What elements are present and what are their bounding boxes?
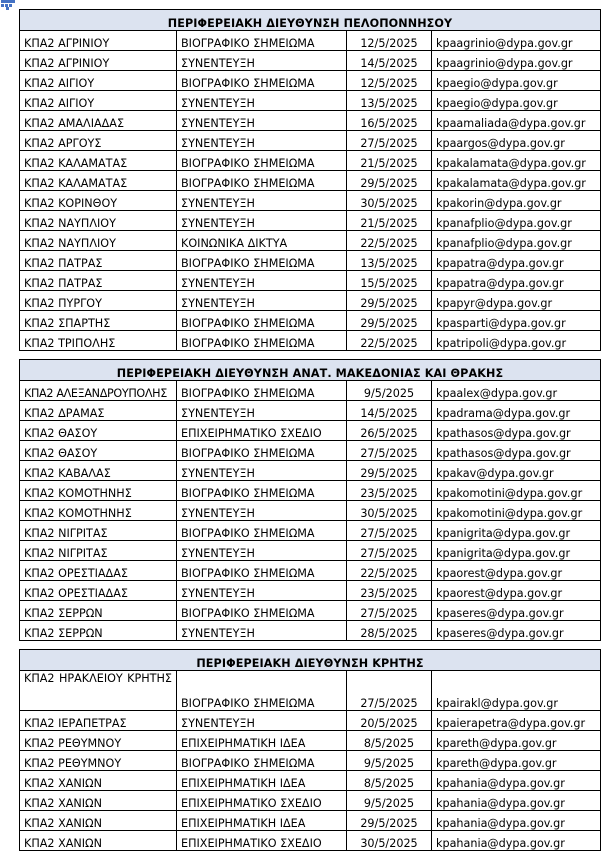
topic-cell: ΒΙΟΓΡΑΦΙΚΟ ΣΗΜΕΙΩΜΑ [177,71,347,91]
email-cell: kpairakl@dypa.gov.gr [432,671,601,711]
section-title: ΠΕΡΙΦΕΡΕΙΑΚΗ ΔΙΕΥΘΥΝΣΗ ΠΕΛΟΠΟΝΝΗΣΟΥ [20,10,601,31]
table-row [20,251,601,271]
email-cell: kpahania@dypa.gov.gr [432,811,601,831]
office-cell: ΚΠΑ2 ΚΟΡΙΝΘΟΥ [20,191,177,211]
section-spacer [20,641,601,650]
date-cell: 30/5/2025 [347,501,432,521]
email-cell: kpaierapetra@dypa.gov.gr [432,711,601,731]
email-cell: kpatripoli@dypa.gov.gr [432,331,601,351]
office-cell: ΚΠΑ2 ΣΠΑΡΤΗΣ [20,311,177,331]
date-cell: 29/5/2025 [347,461,432,481]
topic-cell: ΣΥΝΕΝΤΕΥΞΗ [177,401,347,421]
topic-cell: ΣΥΝΕΝΤΕΥΞΗ [177,91,347,111]
date-cell: 27/5/2025 [347,541,432,561]
table-row [20,521,601,541]
email-cell: kpaagrinio@dypa.gov.gr [432,51,601,71]
office-cell: ΚΠΑ2 ΠΥΡΓΟΥ [20,291,177,311]
section-header-row [20,650,601,671]
office-cell: ΚΠΑ2 ΣΕΡΡΩΝ [20,601,177,621]
date-cell: 15/5/2025 [347,271,432,291]
office-cell: ΚΠΑ2 ΙΕΡΑΠΕΤΡΑΣ [20,711,177,731]
email-cell: kpakalamata@dypa.gov.gr [432,151,601,171]
office-cell: ΚΠΑ2 ΚΑΛΑΜΑΤΑΣ [20,171,177,191]
office-cell: ΚΠΑ2 ΑΓΡΙΝΙΟΥ [20,31,177,51]
table-row [20,271,601,291]
table-row [20,501,601,521]
date-cell: 30/5/2025 [347,831,432,851]
email-cell: kpaamaliada@dypa.gov.gr [432,111,601,131]
email-cell: kpathasos@dypa.gov.gr [432,421,601,441]
office-cell: ΚΠΑ2 ΧΑΝΙΩΝ [20,791,177,811]
office-cell: ΚΠΑ2 ΗΡΑΚΛΕΙΟΥ ΚΡΗΤΗΣ [20,671,177,711]
email-cell: kpasparti@dypa.gov.gr [432,311,601,331]
topic-cell: ΣΥΝΕΝΤΕΥΞΗ [177,271,347,291]
table-row [20,131,601,151]
email-cell: kpaalex@dypa.gov.gr [432,381,601,401]
topic-cell: ΕΠΙΧΕΙΡΗΜΑΤΙΚΟ ΣΧΕΔΙΟ [177,421,347,441]
table-row [20,791,601,811]
email-cell: kpaorest@dypa.gov.gr [432,561,601,581]
topic-cell: ΒΙΟΓΡΑΦΙΚΟ ΣΗΜΕΙΩΜΑ [177,601,347,621]
date-cell: 27/5/2025 [347,601,432,621]
date-cell: 30/5/2025 [347,191,432,211]
office-cell: ΚΠΑ2 ΝΙΓΡΙΤΑΣ [20,521,177,541]
section-title: ΠΕΡΙΦΕΡΕΙΑΚΗ ΔΙΕΥΘΥΝΣΗ ΑΝΑΤ. ΜΑΚΕΔΟΝΙΑΣ ΚΑΙ ΘΡΑΚΗΣ [20,360,601,381]
topic-cell: ΒΙΟΓΡΑΦΙΚΟ ΣΗΜΕΙΩΜΑ [177,31,347,51]
table-row [20,91,601,111]
email-cell: kpapatra@dypa.gov.gr [432,251,601,271]
email-cell: kpaegio@dypa.gov.gr [432,91,601,111]
table-row [20,771,601,791]
date-cell: 8/5/2025 [347,771,432,791]
topic-cell: ΒΙΟΓΡΑΦΙΚΟ ΣΗΜΕΙΩΜΑ [177,561,347,581]
section-header-row [20,10,601,31]
office-cell: ΚΠΑ2 ΤΡΙΠΟΛΗΣ [20,331,177,351]
date-cell: 20/5/2025 [347,711,432,731]
office-cell: ΚΠΑ2 ΡΕΘΥΜΝΟΥ [20,751,177,771]
seminar-schedule-table [19,9,601,851]
date-cell: 16/5/2025 [347,111,432,131]
table-row [20,831,601,851]
topic-cell: ΣΥΝΕΝΤΕΥΞΗ [177,211,347,231]
email-cell: kpareth@dypa.gov.gr [432,751,601,771]
date-cell: 22/5/2025 [347,231,432,251]
office-cell: ΚΠΑ2 ΡΕΘΥΜΝΟΥ [20,731,177,751]
office-cell: ΚΠΑ2 ΧΑΝΙΩΝ [20,771,177,791]
office-cell: ΚΠΑ2 ΝΙΓΡΙΤΑΣ [20,541,177,561]
email-cell: kpanigrita@dypa.gov.gr [432,541,601,561]
email-cell: kpakav@dypa.gov.gr [432,461,601,481]
topic-cell: ΒΙΟΓΡΑΦΙΚΟ ΣΗΜΕΙΩΜΑ [177,481,347,501]
email-cell: kpathasos@dypa.gov.gr [432,441,601,461]
topic-cell: ΣΥΝΕΝΤΕΥΞΗ [177,191,347,211]
office-cell: ΚΠΑ2 ΘΑΣΟΥ [20,441,177,461]
table-row [20,151,601,171]
topic-cell: ΕΠΙΧΕΙΡΗΜΑΤΙΚΟ ΣΧΕΔΙΟ [177,791,347,811]
section-spacer-cell [20,641,601,650]
office-cell: ΚΠΑ2 ΘΑΣΟΥ [20,421,177,441]
table-row [20,601,601,621]
topic-cell: ΣΥΝΕΝΤΕΥΞΗ [177,711,347,731]
email-cell: kpaagrinio@dypa.gov.gr [432,31,601,51]
office-cell: ΚΠΑ2 ΣΕΡΡΩΝ [20,621,177,641]
date-cell: 13/5/2025 [347,91,432,111]
email-cell: kpakomotini@dypa.gov.gr [432,481,601,501]
topic-cell: ΣΥΝΕΝΤΕΥΞΗ [177,541,347,561]
table-row [20,751,601,771]
table-row [20,231,601,251]
date-cell: 27/5/2025 [347,671,432,711]
topic-cell: ΒΙΟΓΡΑΦΙΚΟ ΣΗΜΕΙΩΜΑ [177,671,347,711]
topic-cell: ΒΙΟΓΡΑΦΙΚΟ ΣΗΜΕΙΩΜΑ [177,171,347,191]
topic-cell: ΣΥΝΕΝΤΕΥΞΗ [177,501,347,521]
date-cell: 27/5/2025 [347,521,432,541]
topic-cell: ΒΙΟΓΡΑΦΙΚΟ ΣΗΜΕΙΩΜΑ [177,381,347,401]
table-row [20,331,601,351]
email-cell: kpaorest@dypa.gov.gr [432,581,601,601]
topic-cell: ΣΥΝΕΝΤΕΥΞΗ [177,51,347,71]
date-cell: 14/5/2025 [347,51,432,71]
section-header-row [20,360,601,381]
office-cell: ΚΠΑ2 ΠΑΤΡΑΣ [20,271,177,291]
table-row [20,31,601,51]
table-row [20,401,601,421]
date-cell: 21/5/2025 [347,211,432,231]
date-cell: 26/5/2025 [347,421,432,441]
topic-cell: ΒΙΟΓΡΑΦΙΚΟ ΣΗΜΕΙΩΜΑ [177,441,347,461]
table-row [20,711,601,731]
section-title: ΠΕΡΙΦΕΡΕΙΑΚΗ ΔΙΕΥΘΥΝΣΗ ΚΡΗΤΗΣ [20,650,601,671]
email-cell: kpakalamata@dypa.gov.gr [432,171,601,191]
office-cell: ΚΠΑ2 ΑΡΓΟΥΣ [20,131,177,151]
table-row [20,171,601,191]
date-cell: 13/5/2025 [347,251,432,271]
topic-cell: ΕΠΙΧΕΙΡΗΜΑΤΙΚΗ ΙΔΕΑ [177,811,347,831]
office-cell: ΚΠΑ2 ΟΡΕΣΤΙΑΔΑΣ [20,581,177,601]
office-cell: ΚΠΑ2 ΝΑΥΠΛΙΟΥ [20,231,177,251]
table-row [20,561,601,581]
date-cell: 22/5/2025 [347,561,432,581]
office-cell: ΚΠΑ2 ΑΜΑΛΙΑΔΑΣ [20,111,177,131]
email-cell: kpahania@dypa.gov.gr [432,791,601,811]
date-cell: 8/5/2025 [347,731,432,751]
email-cell: kpaseres@dypa.gov.gr [432,601,601,621]
topic-cell: ΕΠΙΧΕΙΡΗΜΑΤΙΚΟ ΣΧΕΔΙΟ [177,831,347,851]
office-cell: ΚΠΑ2 ΟΡΕΣΤΙΑΔΑΣ [20,561,177,581]
section-spacer [20,351,601,360]
date-cell: 9/5/2025 [347,751,432,771]
office-cell: ΚΠΑ2 ΚΑΒΑΛΑΣ [20,461,177,481]
topic-cell: ΒΙΟΓΡΑΦΙΚΟ ΣΗΜΕΙΩΜΑ [177,251,347,271]
table-row [20,671,601,711]
office-cell: ΚΠΑ2 ΧΑΝΙΩΝ [20,811,177,831]
office-cell: ΚΠΑ2 ΑΙΓΙΟΥ [20,71,177,91]
topic-cell: ΒΙΟΓΡΑΦΙΚΟ ΣΗΜΕΙΩΜΑ [177,151,347,171]
object-anchor-icon [1,0,15,10]
table-row [20,211,601,231]
email-cell: kpapyr@dypa.gov.gr [432,291,601,311]
table-row [20,291,601,311]
table-row [20,581,601,601]
office-cell: ΚΠΑ2 ΚΑΛΑΜΑΤΑΣ [20,151,177,171]
date-cell: 27/5/2025 [347,441,432,461]
topic-cell: ΣΥΝΕΝΤΕΥΞΗ [177,461,347,481]
topic-cell: ΒΙΟΓΡΑΦΙΚΟ ΣΗΜΕΙΩΜΑ [177,311,347,331]
date-cell: 29/5/2025 [347,311,432,331]
email-cell: kpapatra@dypa.gov.gr [432,271,601,291]
email-cell: kpahania@dypa.gov.gr [432,831,601,851]
email-cell: kpanigrita@dypa.gov.gr [432,521,601,541]
office-cell: ΚΠΑ2 ΚΟΜΟΤΗΝΗΣ [20,501,177,521]
date-cell: 28/5/2025 [347,621,432,641]
office-cell: ΚΠΑ2 ΝΑΥΠΛΙΟΥ [20,211,177,231]
table-row [20,381,601,401]
topic-cell: ΒΙΟΓΡΑΦΙΚΟ ΣΗΜΕΙΩΜΑ [177,331,347,351]
office-cell: ΚΠΑ2 ΑΙΓΙΟΥ [20,91,177,111]
office-cell: ΚΠΑ2 ΔΡΑΜΑΣ [20,401,177,421]
topic-cell: ΣΥΝΕΝΤΕΥΞΗ [177,111,347,131]
date-cell: 29/5/2025 [347,171,432,191]
table-row [20,621,601,641]
date-cell: 22/5/2025 [347,331,432,351]
table-row [20,421,601,441]
table-row [20,731,601,751]
section-spacer-cell [20,351,601,360]
email-cell: kpaargos@dypa.gov.gr [432,131,601,151]
date-cell: 9/5/2025 [347,381,432,401]
office-cell: ΚΠΑ2 ΑΛΕΞΑΝΔΡΟΥΠΟΛΗΣ [20,381,177,401]
topic-cell: ΚΟΙΝΩΝΙΚΑ ΔΙΚΤΥΑ [177,231,347,251]
date-cell: 21/5/2025 [347,151,432,171]
date-cell: 29/5/2025 [347,811,432,831]
email-cell: kpanafplio@dypa.gov.gr [432,231,601,251]
table-row [20,71,601,91]
email-cell: kpakorin@dypa.gov.gr [432,191,601,211]
office-cell: ΚΠΑ2 ΚΟΜΟΤΗΝΗΣ [20,481,177,501]
table-row [20,541,601,561]
topic-cell: ΕΠΙΧΕΙΡΗΜΑΤΙΚΗ ΙΔΕΑ [177,731,347,751]
table-row [20,191,601,211]
date-cell: 27/5/2025 [347,131,432,151]
table-row [20,461,601,481]
email-cell: kpakomotini@dypa.gov.gr [432,501,601,521]
topic-cell: ΒΙΟΓΡΑΦΙΚΟ ΣΗΜΕΙΩΜΑ [177,521,347,541]
email-cell: kpadrama@dypa.gov.gr [432,401,601,421]
topic-cell: ΣΥΝΕΝΤΕΥΞΗ [177,131,347,151]
topic-cell: ΕΠΙΧΕΙΡΗΜΑΤΙΚΗ ΙΔΕΑ [177,771,347,791]
office-cell: ΚΠΑ2 ΧΑΝΙΩΝ [20,831,177,851]
date-cell: 12/5/2025 [347,31,432,51]
date-cell: 23/5/2025 [347,481,432,501]
email-cell: kpareth@dypa.gov.gr [432,731,601,751]
office-cell: ΚΠΑ2 ΑΓΡΙΝΙΟΥ [20,51,177,71]
date-cell: 9/5/2025 [347,791,432,811]
table-row [20,481,601,501]
date-cell: 12/5/2025 [347,71,432,91]
email-cell: kpanafplio@dypa.gov.gr [432,211,601,231]
topic-cell: ΣΥΝΕΝΤΕΥΞΗ [177,581,347,601]
table-row [20,51,601,71]
date-cell: 14/5/2025 [347,401,432,421]
email-cell: kpahania@dypa.gov.gr [432,771,601,791]
date-cell: 23/5/2025 [347,581,432,601]
email-cell: kpaegio@dypa.gov.gr [432,71,601,91]
table-row [20,441,601,461]
office-cell: ΚΠΑ2 ΠΑΤΡΑΣ [20,251,177,271]
email-cell: kpaseres@dypa.gov.gr [432,621,601,641]
schedule-sheet [19,9,600,851]
topic-cell: ΣΥΝΕΝΤΕΥΞΗ [177,621,347,641]
topic-cell: ΒΙΟΓΡΑΦΙΚΟ ΣΗΜΕΙΩΜΑ [177,751,347,771]
date-cell: 29/5/2025 [347,291,432,311]
table-row [20,811,601,831]
table-row [20,111,601,131]
topic-cell: ΣΥΝΕΝΤΕΥΞΗ [177,291,347,311]
table-row [20,311,601,331]
